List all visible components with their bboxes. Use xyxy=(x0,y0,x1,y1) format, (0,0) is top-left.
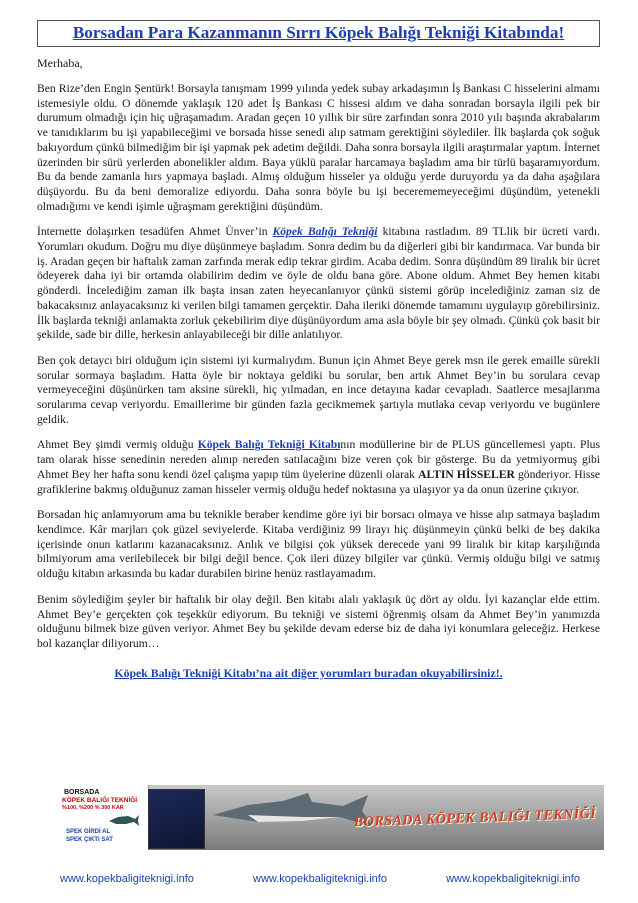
paragraph-4-end: gönderiyor. Hisse grafiklerine bakmış olduğunuz zaman hisseler vermiş olduğu hedef noktasına ya ulaşıyor ya da onun üzerine çıkıyor. xyxy=(37,467,600,496)
paragraph-2-start: İnternette dolaşırken tesadüfen Ahmet Ünver’in xyxy=(37,225,273,239)
paragraph-6: Benim söylediğim şeyler bir haftalık bir olay değil. Ben kitabı alalı yaklaşık üç dört ay oldu. İyi kazançlar elde ettim. Ahmet Bey’e gerçekten çok teşekkür ediyorum. Bu tekniği ve sistemi öğrenmiş olsam da Ahmet Bey’in yanımızda olduğunu bilmek bize güven veriyor. Ahmet Bey bu şekilde devam ederse biz de daha iyi konumlara geleceğiz. Herkese bol kazançlar diliyorum… xyxy=(37,592,600,650)
book-cover xyxy=(58,785,149,850)
footer-url-right[interactable]: www.kopekbaligiteknigi.info xyxy=(446,873,580,885)
book-link[interactable]: Köpek Balığı Tekniği xyxy=(272,225,378,239)
title-box xyxy=(37,20,600,47)
book-cover-title: BORSADA xyxy=(64,789,100,796)
paragraph-4-start: Ahmet Bey şimdi vermiş olduğu xyxy=(37,438,198,452)
paragraph-2-end: kitabına rastladım. 89 TLlik bir ücreti vardı. Yorumları okudum. Doğru mu diye düşünmeye başladım. Sonra dedim bu da diğerleri gibi bir kandırmaca. Var bunda bir iş. Aradan geçen bir haftalık zaman zarfında merak edip tekrar girdim. Acaba dedim. Sonra düşündüm 89 liralık bir ücret ödeyerek daha iyi bir ortamda olabilirim dedim ve öyle de oldu bana göre. Abone oldum. Ahmet Bey hemen kitabı gönderdi. İncelediğim zaman ilk başta insan zaten heyecanlanıyor çünkü sistemi görüp incelediğiniz zaman siz de bakacaksınız anlayacaksınız ki verilen bilgi tamamen gerçektir. Daha ileriki dönemde tamamını uygulayıp görebilirsiniz. İlk başlarda tekniği anlamakta zorluk çekebilirim diye düşünüyordum ama asla böyle bir şey olmadı. Çünkü çok basit bir şekilde, sade bir dille, herkesin anlayabileceği bir dille anlatılıyor. xyxy=(37,225,600,342)
paragraph-2 xyxy=(37,225,600,343)
paragraph-4-middle: nın modüllerine bir de PLUS güncellemesi yaptı. Plus tam olarak hisse senedinin nereden alınıp nereden satılacağını bize veren çok bir gösterge. Bu da yetmiyormuş gibi Ahmet Bey her hafta sonu kendi özel çalışma yapıp tüm üyelerine düzenli olarak xyxy=(37,438,600,481)
paragraph-4 xyxy=(37,438,600,497)
golden-stocks-text: ALTIN HİSSELER xyxy=(418,467,515,481)
paragraph-5: Borsadan hiç anlamıyorum ama bu teknikle beraber kendime göre iyi bir borsacı olmaya ve hisse alıp satmaya başladım kendimce. Kâr marjları çok güzel seviyelerde. Kitaba verdiğiniz 99 lirayı hiç düşünmeyin çünkü belki de beş dakika içerisinde onun katlarını kazanacaksınız. Anlık ve bilgisi çok yüksek derecede yani 99 liralık bir kitap karşılığında bilmiyorum ama verilebilecek bir bilgi değil bence. Çok ileri düzey bilgiler var çünkü. Vermiş olduğu bilgi ve satmış olduğu kitabın arkasında bu kadar durabilen birine henüz rastlayamadım. xyxy=(37,508,600,581)
promo-banner[interactable] xyxy=(58,785,604,850)
page-title[interactable]: Borsadan Para Kazanmanın Sırrı Köpek Balığı Tekniği Kitabında! xyxy=(72,23,565,42)
reviews-link[interactable]: Köpek Balığı Tekniği Kitabı’na ait diğer yorumları buradan okuyabilirsiniz!. xyxy=(114,665,503,680)
book-cover-cta-sell: SPEK ÇIKTI SAT xyxy=(66,837,113,843)
book-cover-cta-buy: SPEK GİRDİ AL xyxy=(66,829,111,835)
book-cover-dark xyxy=(148,789,205,849)
paragraph-3: Ben çok detaycı biri olduğum için sistemi iyi kurmalıydım. Bunun için Ahmet Beye gerek msn ile gerek emaille sürekli sorular sormaya başladım. Hatta öyle bir noktaya geldiki bu sorular, ben artık Ahmet Bey’in bu sorulara cevap vermeyeceğini düşünürken tam aksine sürekli, hiç yılmadan, en ince detayına kadar cevapladı. Saatlerce mesajlarıma sorularıma cevap veriyordu. Emaillerime bir günden fazla gecikmemek şartıyla mutlaka cevap veriyordu ve bugünlere geldik. xyxy=(37,353,600,426)
greeting: Merhaba, xyxy=(37,56,83,70)
book-link-2[interactable]: Köpek Balığı Tekniği Kitabı xyxy=(197,438,341,452)
footer-url-center[interactable]: www.kopekbaligiteknigi.info xyxy=(253,873,387,885)
page-footer xyxy=(60,873,580,885)
shark-icon xyxy=(108,813,140,827)
book-cover-offer: %100, %200 % 300 KAR xyxy=(62,805,124,811)
document-page xyxy=(37,20,600,681)
shark-icon xyxy=(208,791,378,831)
footer-url-left[interactable]: www.kopekbaligiteknigi.info xyxy=(60,873,194,885)
paragraph-1: Ben Rize’den Engin Şentürk! Borsayla tanışmam 1999 yılında yedek subay arkadaşımın İş Bankası C hisselerini almamı istemesiyle oldu. O dönemde yaklaşık 120 adet İş Bankası C hissesi aldım ve daha sonradan borsayla ilgili pek bir durumum olmadığı için hiç uğraşamadım. Aradan geçen 10 yıllık bir süre zarfından sonra 2010 yılı başında akrabalarım ve tanıdıklarım bu işi yapabileceğimi ve borsada hisse senedi alıp satmam gerektiğini söylediler. İlk başlarda çok soğuk bakıyordum çünkü bilmediğim bir işi yapmak pek adetim değildi. Daha sonra borsayla ilgili araştırmalar yaptım. İnternet üzerinden bir sürü yerlerden abonelikler aldım. Baya yüklü paralar harcamaya başladım ama bir türlü başaramıyordum. Bu da bende zamanla hırs yapmaya başladı. Almış olduğum hisseler ya olduğu yerde duruyordu ya da daha aşağılara düşüyordu. Bu da beni demoralize ediyordu. Daha sonra böyle bu işi becerememeyeceğimi düşündüm, yetenekli olmadığımı ve kendi işimle uğraşmam gerektiğini düşündüm. xyxy=(37,82,600,213)
book-cover-subtitle: KÖPEK BALIĞI TEKNİĞİ xyxy=(62,797,138,804)
banner-logo-text: BORSADA KÖPEK BALIĞI TEKNİĞİ xyxy=(353,806,597,831)
